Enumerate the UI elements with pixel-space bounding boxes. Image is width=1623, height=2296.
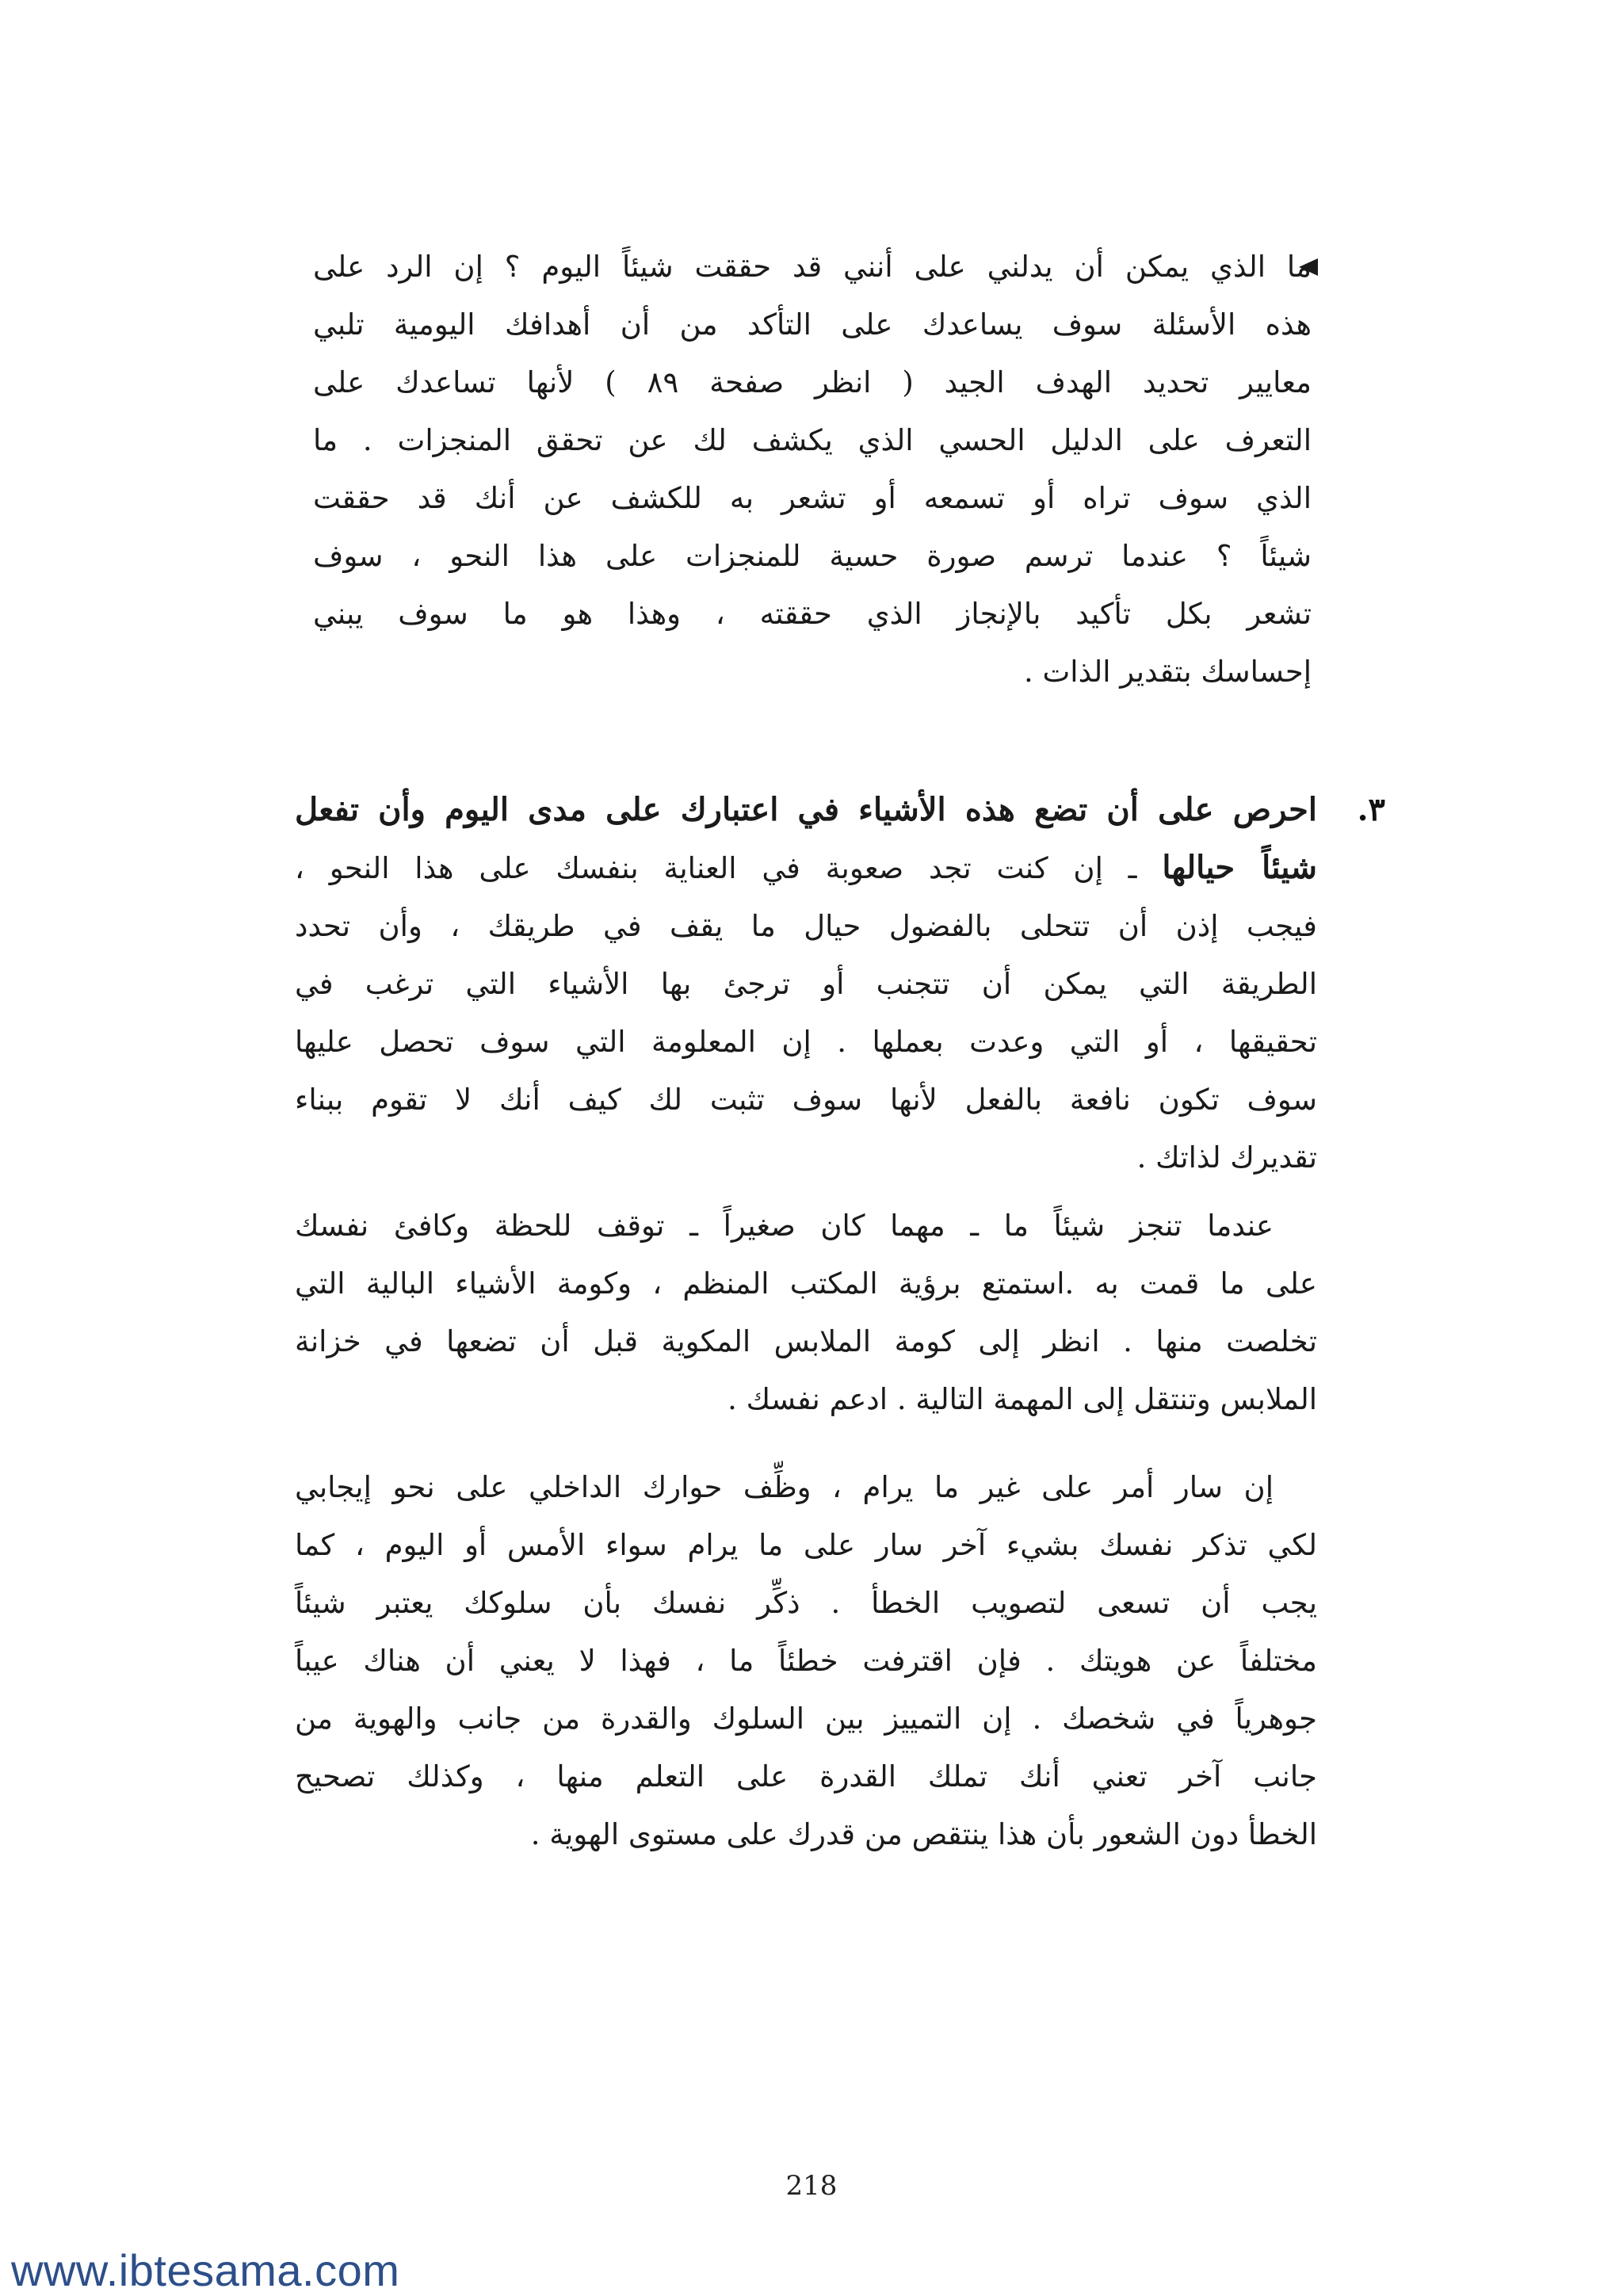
section-number: ٣.	[1357, 791, 1385, 828]
text-line: الملابس وتنتقل إلى المهمة التالية . ادعم نفسك .	[727, 1382, 1317, 1416]
text-line: التعرف على الدليل الحسي الذي يكشف لك عن تحقق المنجزات . ما	[313, 423, 1312, 457]
text-line: تشعر بكل تأكيد بالإنجاز الذي حققته ، وهذا هو ما سوف يبني	[313, 597, 1312, 631]
paragraph	[295, 1197, 1317, 1428]
section-heading-tail: شيئاً حيالها	[1162, 849, 1317, 886]
text-line: تحقيقها ، أو التي وعدت بعملها . إن المعلومة التي سوف تحصل عليها	[295, 1025, 1317, 1059]
text-line: لكي تذكر نفسك بشيء آخر سار على ما يرام سواء الأمس أو اليوم ، كما	[295, 1528, 1317, 1562]
text-line: يجب أن تسعى لتصويب الخطأ . ذكِّر نفسك بأن سلوكك يعتبر شيئاً	[295, 1586, 1317, 1620]
text-line: تقديرك لذاتك .	[1136, 1140, 1317, 1175]
text-line: شيئاً ؟ عندما ترسم صورة حسية للمنجزات على هذا النحو ، سوف	[313, 539, 1312, 573]
text-line: الذي سوف تراه أو تسمعه أو تشعر به للكشف عن أنك قد حققت	[313, 481, 1312, 515]
text-line	[295, 839, 1317, 897]
text-line: هذه الأسئلة سوف يساعدك على التأكد من أن أهدافك اليومية تلبي	[313, 308, 1312, 342]
section-heading: احرص على أن تضع هذه الأشياء في اعتبارك على مدى اليوم وأن تفعل	[295, 791, 1317, 828]
text-line: مختلفاً عن هويتك . فإن اقترفت خطئاً ما ، فهذا لا يعني أن هناك عيباً	[295, 1644, 1317, 1678]
text-line: فيجب إذن أن تتحلى بالفضول حيال ما يقف في طريقك ، وأن تحدد	[295, 909, 1317, 943]
text-line: الطريقة التي يمكن أن تتجنب أو ترجئ بها الأشياء التي ترغب في	[295, 967, 1317, 1001]
text-line: إن سار أمر على غير ما يرام ، وظِّف حوارك الداخلي على نحو إيجابي	[295, 1470, 1274, 1504]
watermark-url: www.ibtesama.com	[11, 2245, 400, 2295]
text-line: جانب آخر تعني أنك تملك القدرة على التعلم منها ، وكذلك تصحيح	[295, 1759, 1317, 1794]
text-line: الخطأ دون الشعور بأن هذا ينتقص من قدرك على مستوى الهوية .	[530, 1817, 1317, 1851]
text-line: عندما تنجز شيئاً ما ـ مهما كان صغيراً ـ توقف للحظة وكافئ نفسك	[295, 1209, 1274, 1243]
text-line: ما الذي يمكن أن يدلني على أنني قد حققت شيئاً اليوم ؟ إن الرد على	[313, 250, 1312, 284]
section-3-paragraph	[295, 781, 1317, 1186]
text-line: معايير تحديد الهدف الجيد ( انظر صفحة ٨٩ ) لأنها تساعدك على	[313, 365, 1312, 399]
text-fragment: ـ إن كنت تجد صعوبة في العناية بنفسك على هذا النحو ،	[295, 851, 1163, 885]
text-line: جوهرياً في شخصك . إن التمييز بين السلوك والقدرة من جانب والهوية من	[295, 1702, 1317, 1736]
bullet-paragraph	[313, 238, 1312, 701]
text-line: إحساسك بتقدير الذات .	[1023, 655, 1312, 689]
paragraph	[295, 1458, 1317, 1863]
text-line: سوف تكون نافعة بالفعل لأنها سوف تثبت لك كيف أنك لا تقوم ببناء	[295, 1083, 1317, 1117]
text-line: على ما قمت به .استمتع برؤية المكتب المنظم ، وكومة الأشياء البالية التي	[295, 1266, 1317, 1301]
text-line: تخلصت منها . انظر إلى كومة الملابس المكوية قبل أن تضعها في خزانة	[295, 1324, 1317, 1358]
page-number: 218	[785, 2170, 838, 2202]
